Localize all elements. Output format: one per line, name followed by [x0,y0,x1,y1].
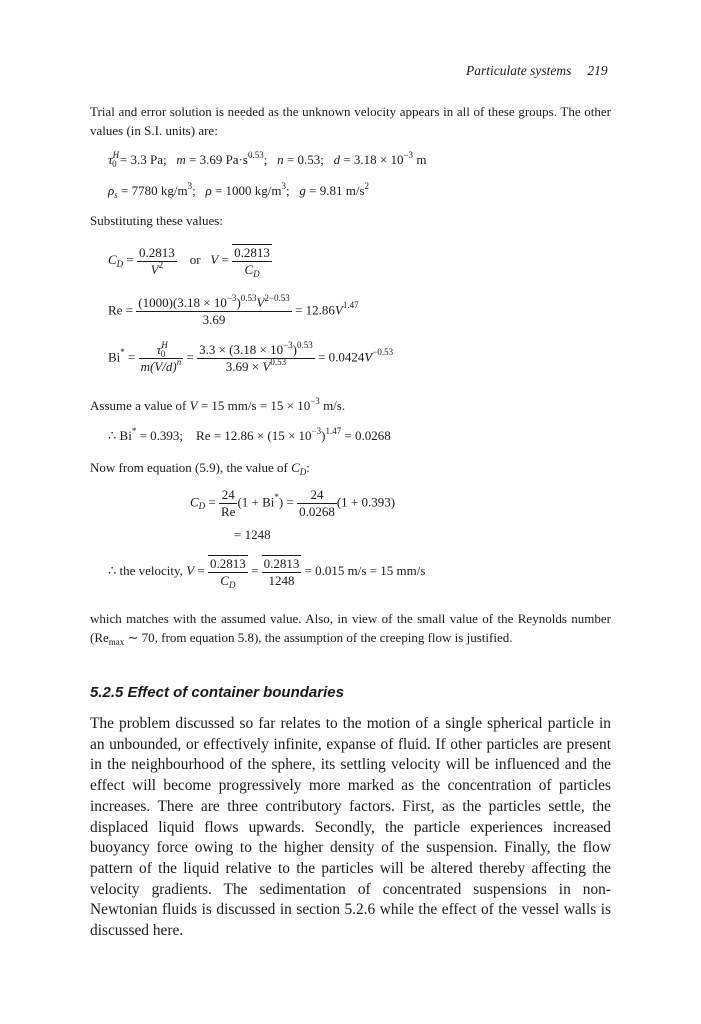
matches-paragraph: which matches with the assumed value. Also, in view of the small value of the Reynolds number ($Re_{max}$ ∼ 70, from equation 5.8), the assumption of the creeping flow is justified. [90,611,611,647]
therefore-line: ∴ Bi* = 0.393; $Re = 12.86 \times (15 \times 10^{-3})^{1.47} = 0.0268$ [108,426,391,443]
equation-cd-calc: $C_D$ = $\frac{24}{Re}$ (1 + Bi*) = $\frac{24}{0.0268}$ (1 + 0.393) [190,487,396,519]
body-paragraph: The problem discussed so far relates to the motion of a single spherical particle in an unbounded, or effectively infinite, expanse of fluid. If other particles are present in the neighbourhood of the sphere, its settling velocity will be influenced and the effect will become progressively more marked as the concentration of particles increases. There are three contributory factors. First, as the particles settle, the displaced liquid flows upwards. Secondly, the particle experiences increased buoyancy force owing to the higher density of the suspension. Finally, the flow pattern of the liquid relative to the particles will be altered thereby affecting the velocity gradients. The sedimentation of concentrated suspensions in non-Newtonian fluids is discussed in section 5.2.6 while the effect of the vessel walls is discussed here. [90,715,611,940]
running-header [466,63,608,79]
equation-re: Re = $\frac{(1000)(3.18 \times 10^{-3})^{0.53}V^{2-0.53}}{3.69}$ = $12.86V^{1.47}$ [108,293,359,327]
page-number: 219 [587,63,608,78]
substituting-text: Substituting these values: [90,213,223,228]
assume-text: Assume a value of V = 15 $mm/s = 15 \times 10^{-3}$ m/s. [90,396,346,413]
equation-cd: $C_D$ = $\frac{0.2813}{V^2}$ or V = $\frac{0.2813}{C_D}$ [108,244,270,279]
equation-1248: = 1248 [234,527,271,542]
section-heading: 5.2.5 Effect of container boundaries [90,684,344,701]
equation-velocity: ∴ the velocity, V = $\frac{0.2813}{C_D}$ = $\frac{0.2813}{1248}$ = 0.015 m/s = 15 mm/s [108,556,426,590]
values-line-1: $\tau^H_0 = 3.3$ Pa; m = 3.69 $Pa\cdot s^{0.53}$; n = 0.53; $d = 3.18 \times 10^{-3}$ m [108,150,427,169]
now-from-text: Now from equation (5.9), the value of $C_D$: [90,460,310,477]
equation-bi: Bi* = $\frac{\tau^H_0}{m(V/d)^n}$ = $\frac{3.3 \times (3.18 \times 10^{-3})^{0.53}}{3.69 \times V^{0.53}}$ = $0.0424V^{-0.53}$ [108,340,394,374]
intro-paragraph: Trial and error solution is needed as the unknown velocity appears in all of these groups. The other values (in S.I. units) are: [90,104,611,138]
running-title: Particulate systems [466,63,572,78]
values-line-2: $\rho_s = 7780$ $kg/m^3$; ρ = 1000 $kg/m^3$; g = 9.81 $m/s^2$ [108,181,370,200]
